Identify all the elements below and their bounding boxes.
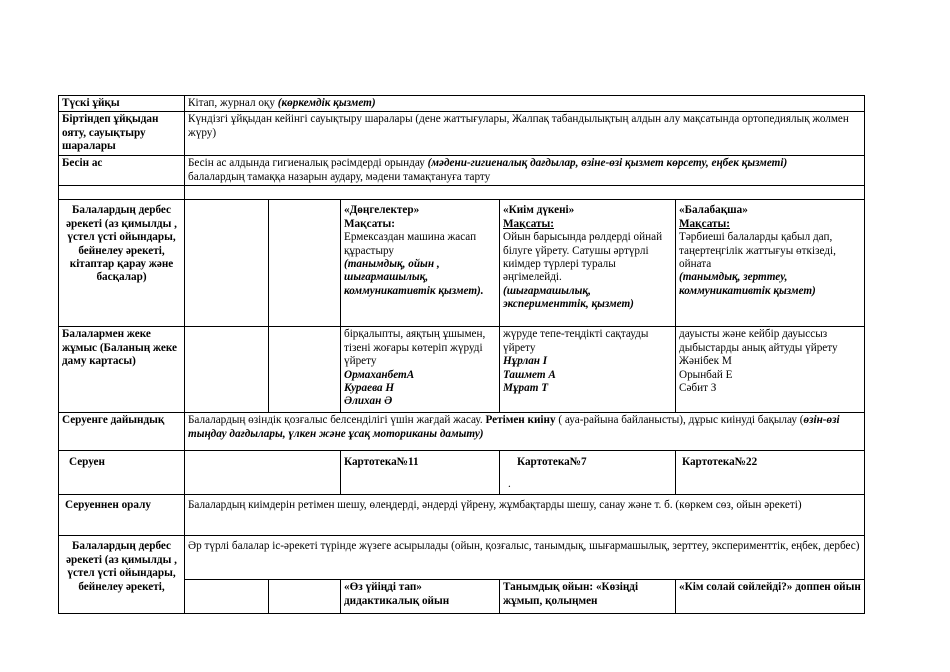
row-label-snack: Бесін ас [59,156,185,186]
walk-card-3: Картотека№22 [676,451,865,495]
activity-goal-heading: Мақсаты: [679,217,730,230]
daily-plan-table [58,95,865,614]
empty-cell [185,451,341,495]
table-row [59,200,865,327]
activity-goal-text: Тәрбиеші балаларды қабыл дап, таңертеңгілік жаттығуы өткізеді, ойната [679,231,836,271]
empty-cell [269,580,341,614]
walk-card-1: Картотека№11 [341,451,500,495]
individual-cell-2 [500,327,676,413]
game-3: «Кім солай сөйлейді?» доппен ойын [676,580,865,614]
table-row [59,536,865,580]
child-name: Ташмет А [503,368,556,381]
row-label-free-activity-2: Балалардың дербес әрекеті (аз қимылды , үстел үсті ойындары, бейнелеу әрекеті, [59,536,185,614]
activity-cell-wheels [341,200,500,327]
activity-goal-text: Ойын барысында рөлдерді ойнай білуге үйрету. Сатушы әртүрлі киімдер түрлері туралы әңгімелейді. [503,231,663,284]
activity-goal-emphasis: (шығармашылық, эксперименттік, қызмет) [503,284,634,311]
walk-prep-bold: Ретімен киіну [485,414,556,427]
table-row [59,156,865,186]
table-row [59,495,865,536]
child-name: ОрмаханбетА [344,368,415,381]
sleep-text-cell [185,96,865,112]
empty-cell [185,580,269,614]
row-label-walk-prep: Серуенге дайындық [59,413,185,451]
activity-goal-heading: Мақсаты: [344,217,395,230]
row-label-return: Серуеннен оралу [59,495,185,536]
activity-cell-kindergarten [676,200,865,327]
walk-prep-emphasis: өзін-өзі тыңдау дағдылары, үлкен және ұсақ моториканы дамыту) [188,414,840,440]
activity-goal-emphasis: (танымдық, ойын , шығармашылық, коммуникативтік қызмет). [344,258,484,297]
child-name: Кураева Н [344,382,395,395]
child-name: Жәнібек М [679,355,732,368]
game-1: «Өз үйіңді тап» дидактикалық ойын [341,580,500,614]
table-row-empty [59,186,865,200]
snack-text: Бесін ас алдында гигиеналық рәсімдерді орындау [188,157,428,170]
walk-prep-text-cell [185,413,865,451]
activity-goal-heading: Мақсаты: [503,217,554,230]
empty-cell [185,186,865,200]
activity-title: «Балабақша» [679,204,748,217]
row-label-walk: Серуен [59,451,185,495]
game-2: Танымдық ойын: «Көзіңді жұмып, қолыңмен [500,580,676,614]
child-name: Нұрлан І [503,355,548,368]
wake-text: Күндізгі ұйқыдан кейінгі сауықтыру шаралары (дене жаттығулары, Жалпақ табандылықтың алдын алу мақсатында ортопедиялық жолмен жүру) [185,112,865,156]
walk-prep-text-2: ( ауа-райына байланысты), дұрыс киінуді бақылау ( [555,414,804,427]
sleep-text: Кітап, журнал оқу [188,97,278,109]
row-label-sleep: Түскі ұйқы [59,96,185,112]
individual-text: жүруде тепе-теңдікті сақтауды үйрету [503,328,649,354]
return-text: Балалардың киімдерін ретімен шешу, өлеңдерді, әндерді үйрену, жұмбақтарды шешу, санау және т. б. (көркем сөз, ойын әрекеті) [185,495,865,536]
empty-cell [269,327,341,413]
free-activity-2-text: Әр түрлі балалар іс-әрекеті түрінде жүзеге асырылады (ойын, қозғалыс, танымдық, шығармашылық, зерттеу, эксперименттік, еңбек, дербес) [185,536,865,580]
empty-cell [185,200,269,327]
snack-text-2: балалардың тамаққа назарын аудару, мәдени тамақтануға тарту [188,170,491,183]
walk-prep-text: Балалардың өзіндік қозғалыс белсенділігі үшін жағдай жасау. [188,414,486,427]
activity-title: «Киім дүкені» [503,204,575,217]
snack-text-emphasis: (мәдени-гигиеналық дағдылар, өзіне-өзі қызмет көрсету, еңбек қызметі) [427,157,788,170]
table-row [59,451,865,495]
table-row [59,327,865,413]
empty-cell [59,186,185,200]
row-label-wake: Біртіндеп ұйқыдан ояту, сауықтыру шаралары [59,112,185,156]
individual-text: дауысты және кейбір дауыссыз дыбыстарды анық айтуды үйрету [679,328,838,354]
individual-text: бірқалыпты, аяқтың ұшымен, тізені жоғары көтеріп жүруді үйрету [344,328,486,368]
table-row [59,112,865,156]
child-name: Орынбай Е [679,368,733,381]
sleep-text-emphasis: (көркемдік қызмет) [277,97,376,109]
empty-cell [185,327,269,413]
activity-cell-clothes-shop [500,200,676,327]
individual-cell-3 [676,327,865,413]
stray-dot: . [508,478,511,491]
empty-cell [269,200,341,327]
table-row [59,96,865,112]
activity-title: «Дөңгелектер» [344,204,420,217]
walk-card-2: Картотека№7 [517,456,587,469]
child-name: Сәбит З [679,382,717,395]
activity-goal-text: Ермексаздан машина жасап құрастыру [344,231,477,257]
activity-goal-emphasis: (танымдық, зерттеу, коммуникативтік қызмет) [679,271,816,297]
individual-cell-1 [341,327,500,413]
row-label-free-activity: Балалардың дербес әрекеті (аз қимылды , үстел үсті ойындары, бейнелеу әрекеті, кітаптар қарау және басқалар) [59,200,185,327]
row-label-individual: Балалармен жеке жұмыс (Баланың жеке даму картасы) [59,327,185,413]
child-name: Мұрат Т [503,382,549,395]
walk-card-2-cell [500,451,676,495]
table-row [59,413,865,451]
child-name: Әлихан Ә [344,395,393,408]
snack-text-cell [185,156,865,186]
